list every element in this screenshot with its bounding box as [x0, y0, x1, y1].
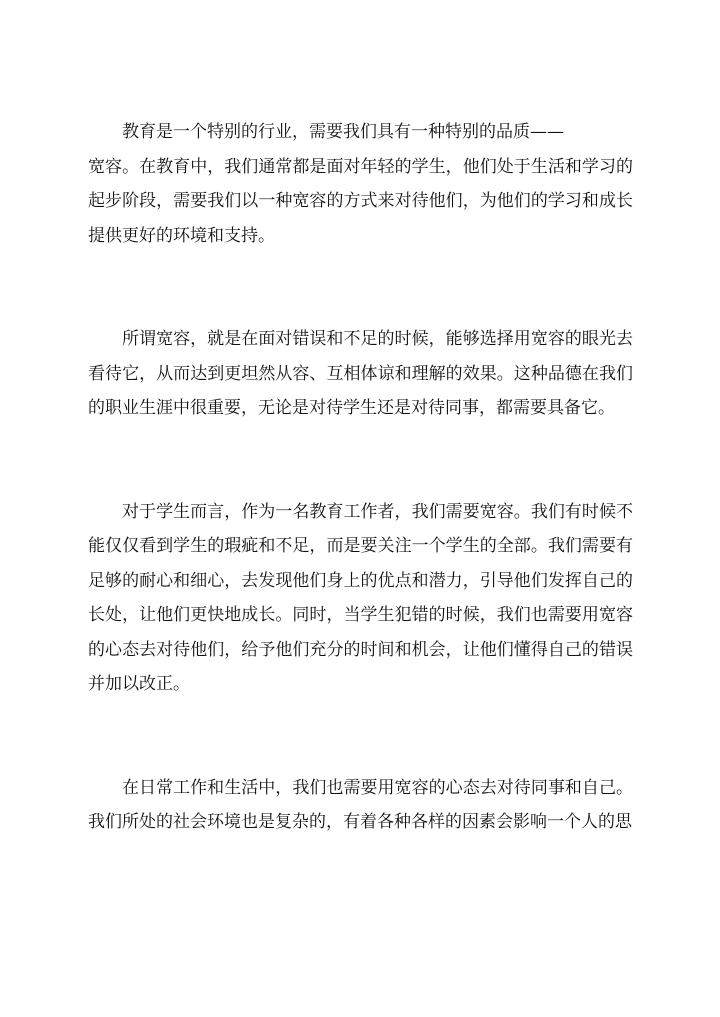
document-body — [88, 115, 633, 909]
paragraph-4: 在日常工作和生活中，我们也需要用宽容的心态去对待同事和自己。我们所处的社会环境也是复杂的，有着各种各样的因素会影响一个人的思 — [88, 777, 633, 832]
paragraph-3: 对于学生而言，作为一名教育工作者，我们需要宽容。我们有时候不能仅仅看到学生的瑕疵和不足，而是要关注一个学生的全部。我们需要有足够的耐心和细心，去发现他们身上的优点和潜力，引导他们发挥自己的长处，让他们更快地成长。同时，当学生犯错的时候，我们也需要用宽容的心态去对待他们，给予他们充分的时间和机会，让他们懂得自己的错误并加以改正。 — [88, 501, 633, 694]
paragraph-1: 教育是一个特别的行业，需要我们具有一种特别的品质—— 宽容。在教育中，我们通常都是面对年轻的学生，他们处于生活和学习的起步阶段，需要我们以一种宽容的方式来对待他们，为他们的学习和成长提供更好的环境和支持。 — [88, 122, 633, 246]
paragraph-2: 所谓宽容，就是在面对错误和不足的时候，能够选择用宽容的眼光去看待它，从而达到更坦然从容、互相体谅和理解的效果。这种品德在我们的职业生涯中很重要，无论是对待学生还是对待同事，都需要具备它。 — [88, 329, 633, 418]
